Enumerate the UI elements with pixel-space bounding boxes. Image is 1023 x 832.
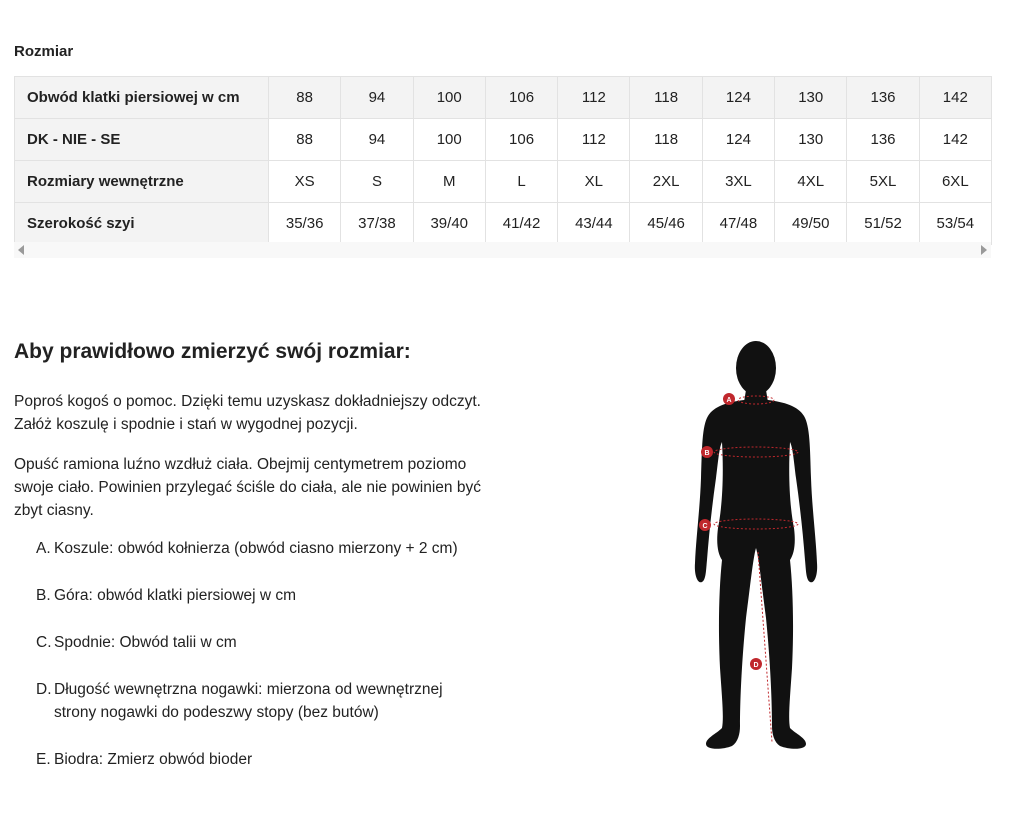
step-text: Góra: obwód klatki piersiowej w cm [54, 587, 297, 604]
svg-text:A: A [726, 397, 732, 404]
size-table-row [15, 203, 992, 245]
marker-c [699, 519, 711, 531]
scroll-left-icon[interactable] [18, 245, 24, 255]
size-table-cell: 124 [702, 77, 774, 119]
size-table-cell: 88 [269, 119, 341, 161]
size-table-cell: 112 [558, 119, 630, 161]
row-header: Rozmiary wewnętrzne [15, 161, 269, 203]
size-table [14, 76, 992, 245]
size-table-container[interactable] [14, 76, 991, 245]
row-header: Szerokość szyi [15, 203, 269, 245]
size-table-cell: XL [558, 161, 630, 203]
step-a [36, 537, 476, 560]
size-table-cell: 39/40 [413, 203, 485, 245]
step-marker: C. [36, 634, 52, 651]
row-header: Obwód klatki piersiowej w cm [15, 77, 269, 119]
size-table-cell: 112 [558, 77, 630, 119]
size-table-cell: 142 [919, 119, 991, 161]
size-table-cell: 100 [413, 77, 485, 119]
measure-title: Aby prawidłowo zmierzyć swój rozmiar: [14, 340, 411, 363]
body-measurement-figure [688, 338, 824, 758]
size-table-cell: 51/52 [847, 203, 919, 245]
size-table-cell: 118 [630, 77, 702, 119]
size-table-cell: 94 [341, 119, 413, 161]
marker-b [701, 446, 713, 458]
size-table-cell: 49/50 [775, 203, 847, 245]
size-table-cell: 88 [269, 77, 341, 119]
body-silhouette [695, 341, 817, 749]
step-text: Długość wewnętrzna nogawki: mierzona od wewnętrznej strony nogawki do podeszwy stopy (bez butów) [54, 681, 443, 721]
marker-d [750, 658, 762, 670]
size-table-cell: S [341, 161, 413, 203]
step-d [36, 678, 476, 724]
intro-paragraph: Poproś kogoś o pomoc. Dzięki temu uzyskasz dokładniejszy odczyt. Załóż koszulę i spodnie i stań w wygodnej pozycji. [14, 393, 481, 433]
size-table-cell: 124 [702, 119, 774, 161]
step-c [36, 631, 476, 654]
size-table-cell: 100 [413, 119, 485, 161]
size-table-cell: 130 [775, 119, 847, 161]
size-table-cell: M [413, 161, 485, 203]
horizontal-scrollbar[interactable] [14, 242, 991, 258]
size-table-cell: 2XL [630, 161, 702, 203]
scroll-right-icon[interactable] [981, 245, 987, 255]
size-table-cell: 6XL [919, 161, 991, 203]
size-table-cell: XS [269, 161, 341, 203]
row-header: DK - NIE - SE [15, 119, 269, 161]
size-table-cell: 47/48 [702, 203, 774, 245]
step-marker: E. [36, 751, 51, 768]
size-table-cell: 5XL [847, 161, 919, 203]
size-table-cell: 118 [630, 119, 702, 161]
step-text: Biodra: Zmierz obwód bioder [54, 751, 253, 768]
size-section-title: Rozmiar [14, 43, 74, 60]
svg-text:D: D [753, 662, 759, 669]
size-table-cell: 45/46 [630, 203, 702, 245]
step-text: Spodnie: Obwód talii w cm [54, 634, 237, 651]
size-table-cell: 130 [775, 77, 847, 119]
size-table-cell: 43/44 [558, 203, 630, 245]
size-table-cell: 136 [847, 77, 919, 119]
step-e [36, 748, 476, 771]
svg-text:B: B [704, 450, 710, 457]
step-marker: D. [36, 681, 52, 698]
size-table-cell: L [485, 161, 557, 203]
size-table-cell: 41/42 [485, 203, 557, 245]
instruction-paragraph: Opuść ramiona luźno wzdłuż ciała. Obejmij centymetrem poziomo swoje ciało. Powinien przylegać ściśle do ciała, ale nie powinien być zbyt ciasny. [14, 456, 481, 519]
step-marker: B. [36, 587, 51, 604]
size-table-cell: 106 [485, 77, 557, 119]
size-table-cell: 3XL [702, 161, 774, 203]
step-b [36, 584, 476, 607]
size-table-cell: 37/38 [341, 203, 413, 245]
size-table-row [15, 119, 992, 161]
size-table-cell: 106 [485, 119, 557, 161]
size-table-cell: 35/36 [269, 203, 341, 245]
step-text: Koszule: obwód kołnierza (obwód ciasno mierzony + 2 cm) [54, 540, 458, 557]
size-table-cell: 136 [847, 119, 919, 161]
size-table-row [15, 77, 992, 119]
size-table-cell: 4XL [775, 161, 847, 203]
step-marker: A. [36, 540, 51, 557]
svg-text:C: C [702, 523, 708, 530]
size-table-cell: 53/54 [919, 203, 991, 245]
size-table-cell: 94 [341, 77, 413, 119]
marker-a [723, 393, 735, 405]
size-table-cell: 142 [919, 77, 991, 119]
size-table-row [15, 161, 992, 203]
